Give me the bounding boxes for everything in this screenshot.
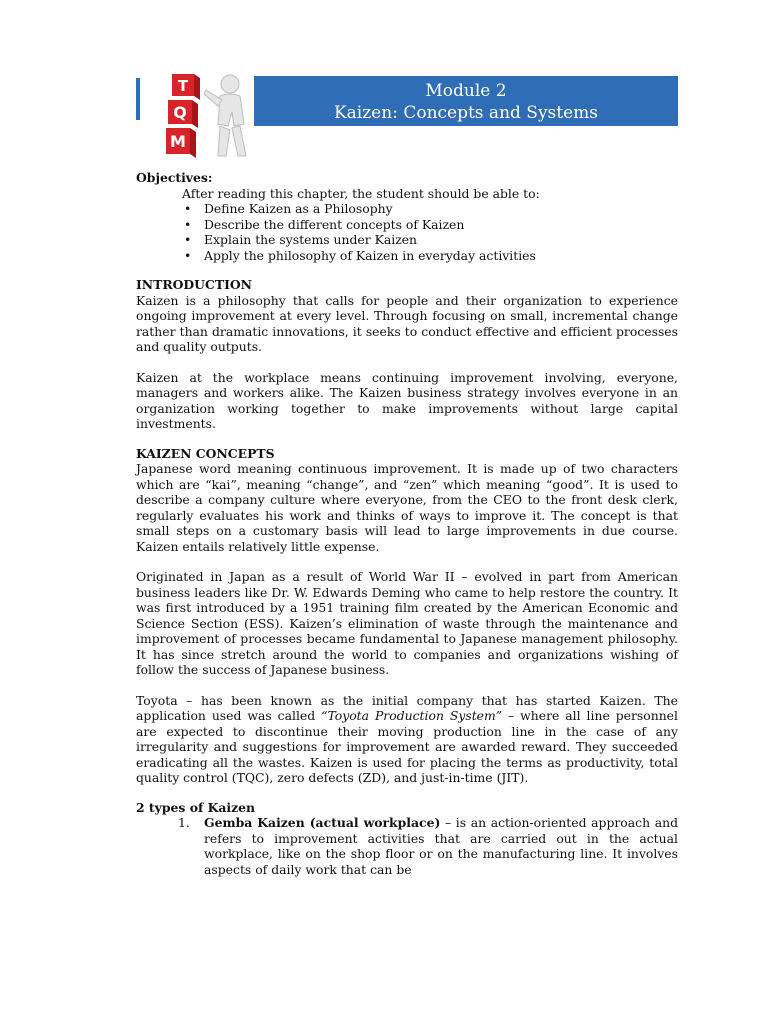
tqm-cubes-icon xyxy=(166,74,200,158)
toyota-text-a: Toyota – has been known as the initial company that has started Kaizen. The application used was called xyxy=(136,692,678,723)
objectives-heading: Objectives: xyxy=(136,170,213,185)
list-item xyxy=(178,815,679,877)
introduction-paragraph-1: Kaizen is a philosophy that calls for people and their organization to experience ongoing improvement at every level. Through focusing on small, incremental change rather than dramatic innovations, it seeks to conduct effective and efficient processes and quality outputs. xyxy=(136,292,678,354)
module-header xyxy=(136,72,678,162)
document-body xyxy=(136,170,678,877)
concepts-heading: KAIZEN CONCEPTS xyxy=(136,445,275,461)
logo-letter-t: T xyxy=(177,77,189,95)
concepts-paragraph-3 xyxy=(136,693,678,786)
toyota-system-name: “Toyota Production System” xyxy=(321,708,503,723)
title-banner xyxy=(254,76,678,126)
objectives-intro: After reading this chapter, the student should be able to: xyxy=(182,185,540,201)
types-heading: 2 types of Kaizen xyxy=(136,799,256,815)
types-list xyxy=(136,815,678,877)
list-item: • Define Kaizen as a Philosophy xyxy=(204,201,678,217)
logo-letter-m: M xyxy=(170,132,186,151)
tqm-logo xyxy=(144,72,264,162)
list-item: • Describe the different concepts of Kaizen xyxy=(204,217,678,233)
logo-letter-q: Q xyxy=(173,103,187,122)
item-number: 1. xyxy=(178,815,190,830)
list-item: • Apply the philosophy of Kaizen in everyday activities xyxy=(204,248,678,264)
module-number: Module 2 xyxy=(425,81,507,101)
concepts-paragraph-1: Japanese word meaning continuous improvement. It is made up of two characters which are “kai”, meaning “change”, and “zen” which meaning “good”. It is used to describe a company culture where everyone, from the CEO to the front desk clerk, regularly evaluates his work and thinks of ways to improve it. The concept is that small steps on a customary basis will lead to large improvements in due course. Kaizen entails relatively little expense. xyxy=(136,461,678,554)
list-item: • Explain the systems under Kaizen xyxy=(204,232,678,248)
introduction-heading: INTRODUCTION xyxy=(136,277,252,292)
concepts-paragraph-2: Originated in Japan as a result of World War II – evolved in part from American business leaders like Dr. W. Edwards Deming who came to help restore the country. It was first introduced by a 1951 training film created by the American Economic and Science Section (ESS). Kaizen’s elimination of waste through the maintenance and improvement of processes became fundamental to Japanese management philosophy. It has since stretch around the world to companies and organizations wishing of follow the success of Japanese business. xyxy=(136,569,678,677)
stick-figure-icon xyxy=(204,75,246,156)
gemba-kaizen-text: – is an action-oriented approach and refers to improvement activities that are carried out in the actual workplace, like on the shop floor or on the manufacturing line. It involves aspects of daily work that can be xyxy=(204,815,679,877)
toyota-text-b: – where all line personnel are expected to discontinue their moving production line in the case of any irregularity and suggestions for improvement are awarded reward. They succeeded eradicating all the wastes. Kaizen is used for placing the terms as productivity, total quality control (TQC), zero defects (ZD), and just-in-time (JIT). xyxy=(136,708,678,785)
module-title: Kaizen: Concepts and Systems xyxy=(333,103,599,123)
accent-bar xyxy=(136,78,140,120)
gemba-kaizen-term: Gemba Kaizen (actual workplace) xyxy=(204,815,441,830)
objectives-list xyxy=(136,201,678,263)
introduction-paragraph-2: Kaizen at the workplace means continuing improvement involving, everyone, managers and workers alike. The Kaizen business strategy involves everyone in an organization working together to make improvements without large capital investments. xyxy=(136,369,678,431)
